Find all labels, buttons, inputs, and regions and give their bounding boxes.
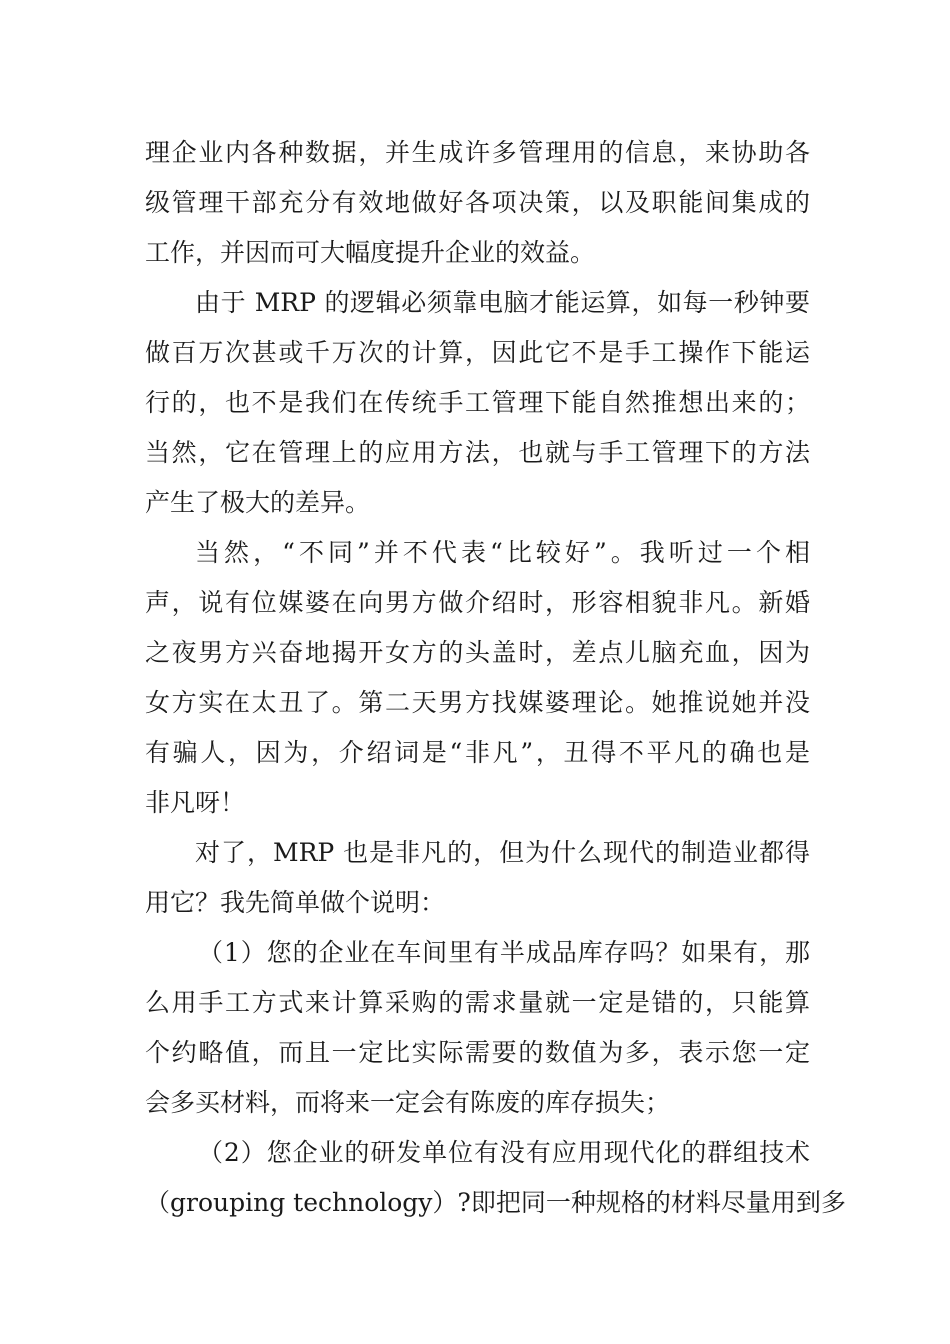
paragraph-3-line-2: 声，说有位媒婆在向男方做介绍时，形容相貌非凡。新婚: [145, 588, 810, 617]
paragraph-3-line-1: 当然，“不同”并不代表“比较好”。我听过一个相: [195, 538, 810, 567]
paragraph-3-line-4: 女方实在太丑了。第二天男方找媒婆理论。她推说她并没: [145, 688, 810, 717]
paragraph-5-line-3: 个约略值，而且一定比实际需要的数值为多，表示您一定: [145, 1038, 810, 1067]
paragraph-6-line-2: （grouping technology）?即把同一种规格的材料尽量用到多: [145, 1188, 846, 1217]
paragraph-3-line-3: 之夜男方兴奋地揭开女方的头盖时，差点儿脑充血，因为: [145, 638, 810, 667]
paragraph-4-line-2: 用它？我先简单做个说明：: [145, 888, 446, 917]
paragraph-1-line-1: 理企业内各种数据，并生成许多管理用的信息，来协助各: [145, 138, 810, 167]
paragraph-2-line-5: 产生了极大的差异。: [145, 488, 371, 517]
paragraph-2-line-3: 行的，也不是我们在传统手工管理下能自然推想出来的；: [145, 388, 810, 417]
paragraph-4-line-1: 对了，MRP 也是非凡的，但为什么现代的制造业都得: [195, 838, 810, 867]
paragraph-6-line-1: （2）您企业的研发单位有没有应用现代化的群组技术: [198, 1138, 810, 1167]
paragraph-1-line-3: 工作，并因而可大幅度提升企业的效益。: [145, 238, 596, 267]
paragraph-5-line-4: 会多买材料，而将来一定会有陈废的库存损失；: [145, 1088, 671, 1117]
paragraph-2-line-1: 由于 MRP 的逻辑必须靠电脑才能运算，如每一秒钟要: [195, 288, 810, 317]
paragraph-2-line-4: 当然，它在管理上的应用方法，也就与手工管理下的方法: [145, 438, 810, 467]
paragraph-5-line-2: 么用手工方式来计算采购的需求量就一定是错的，只能算: [145, 988, 810, 1017]
paragraph-3-line-5: 有骗人，因为，介绍词是“非凡”，丑得不平凡的确也是: [145, 738, 810, 767]
paragraph-2-line-2: 做百万次甚或千万次的计算，因此它不是手工操作下能运: [145, 338, 810, 367]
paragraph-1-line-2: 级管理干部充分有效地做好各项决策，以及职能间集成的: [145, 188, 810, 217]
paragraph-3-line-6: 非凡呀！: [145, 788, 246, 817]
paragraph-5-line-1: （1）您的企业在车间里有半成品库存吗？如果有，那: [198, 938, 810, 967]
